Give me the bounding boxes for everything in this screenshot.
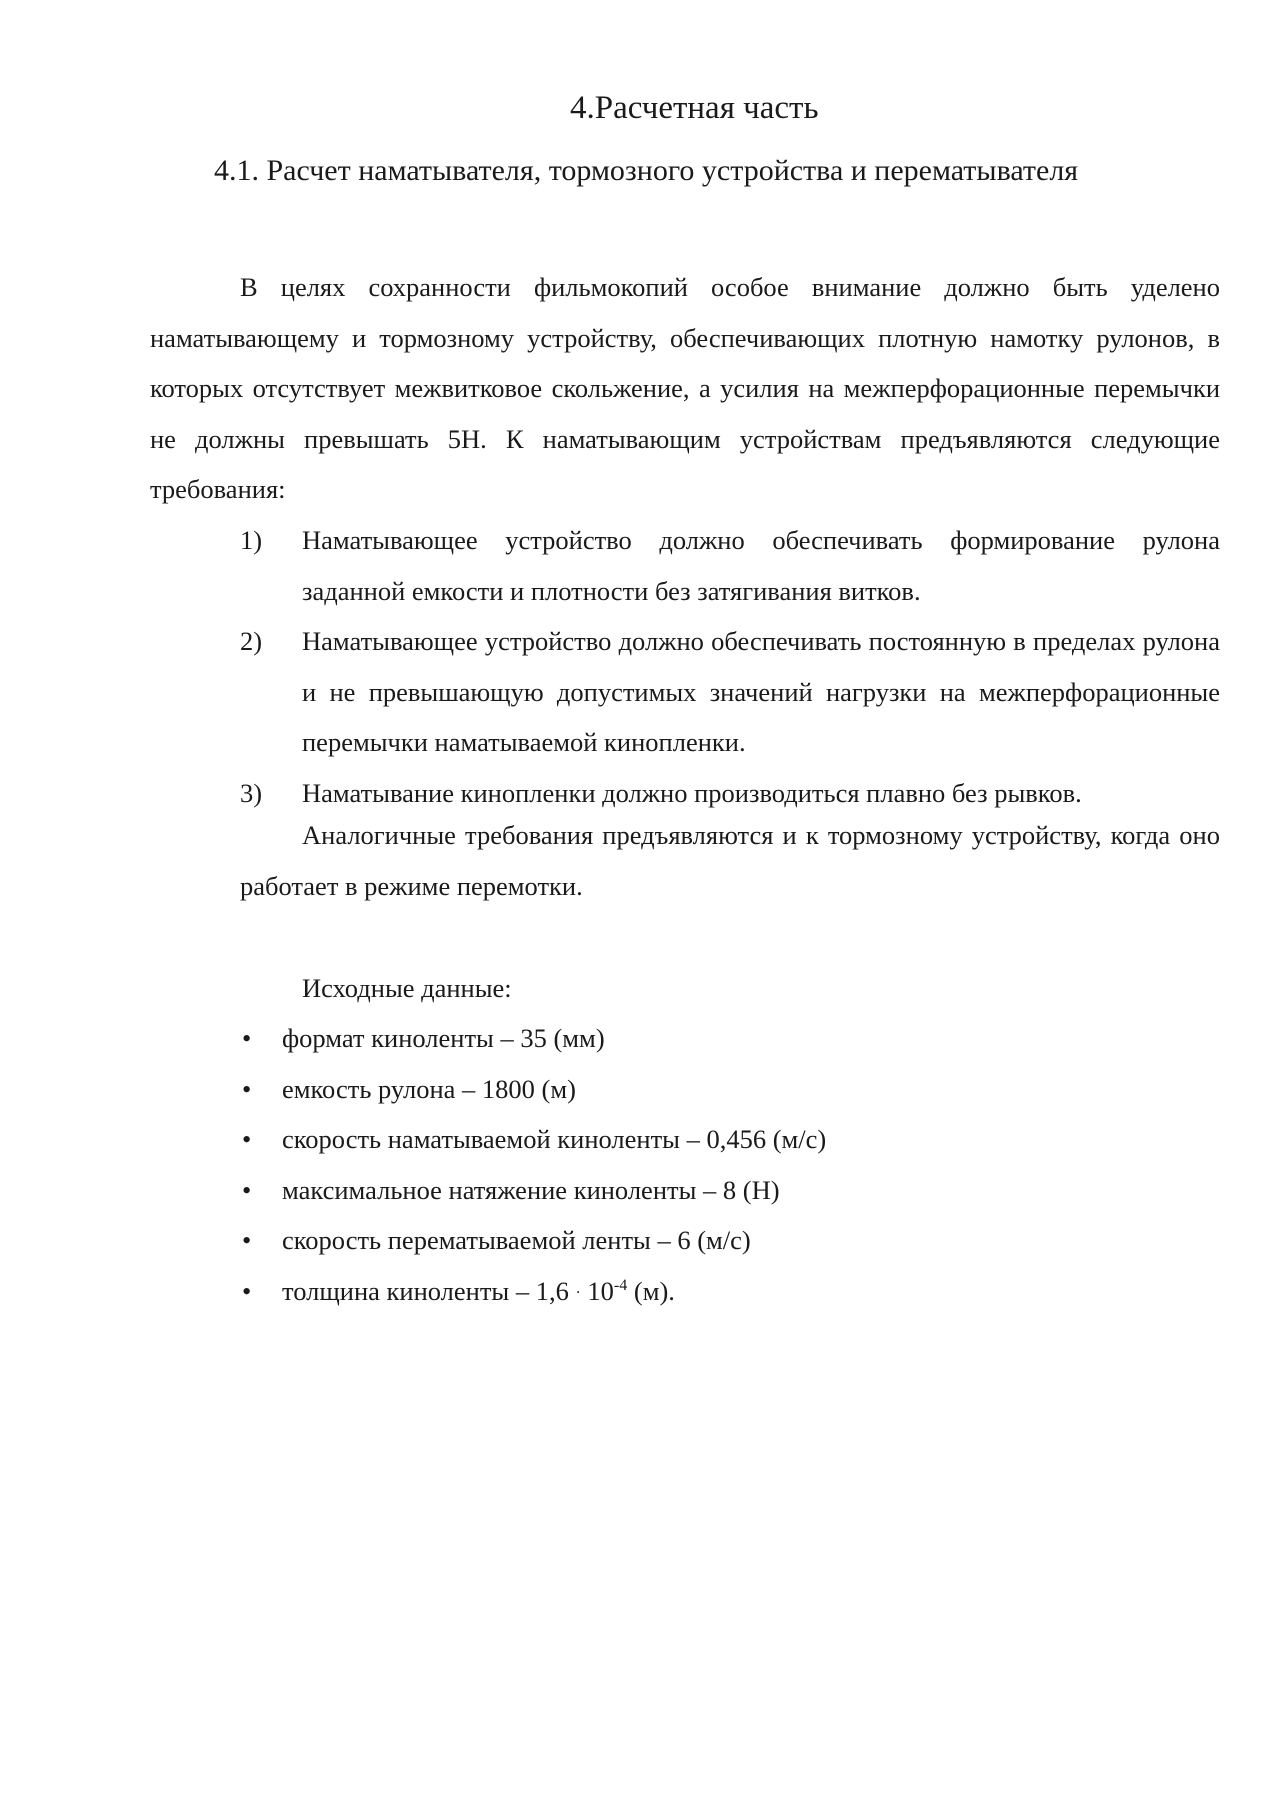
- list-item-number: 3): [240, 777, 263, 808]
- bullet-icon: •: [242, 1275, 252, 1306]
- list-item-text: емкость рулона – 1800 (м): [282, 1073, 576, 1104]
- list-item: [240, 515, 1220, 616]
- list-item-text: Наматывание кинопленки должно производиться плавно без рывков.: [302, 777, 1082, 808]
- intro-paragraph: В целях сохранности фильмокопий особое внимание должно быть уделено наматывающему и тормозному устройству, обеспечивающих плотную намотку рулонов, в которых отсутствует межвитковое скольжение, а усилия на межперфорационные перемычки не должны превышать 5Н. К наматывающим устройствам предъявляются следующие требования:: [150, 272, 1220, 504]
- similar-requirements-paragraph: Аналогичные требования предъявляются и к тормозному устройству, когда оно работает в режиме перемотки.: [240, 820, 1220, 901]
- list-item: [240, 1064, 826, 1115]
- source-data-list: [240, 1013, 826, 1319]
- power-base: 10: [587, 1275, 614, 1306]
- multiplication-dot: ·: [575, 1284, 581, 1302]
- list-item-number: 2): [240, 626, 263, 656]
- list-item-text: формат киноленты – 35 (мм): [282, 1023, 605, 1053]
- list-item: [240, 616, 1220, 768]
- source-data-title: Исходные данные:: [302, 973, 512, 1003]
- bullet-icon: •: [242, 1073, 252, 1104]
- bullet-icon: •: [242, 1124, 252, 1154]
- thickness-unit: (м).: [633, 1275, 675, 1306]
- list-item-text: максимальное натяжение киноленты – 8 (Н): [282, 1174, 780, 1205]
- bullet-icon: •: [242, 1023, 252, 1053]
- list-item: [240, 1165, 826, 1216]
- power-exponent: -4: [613, 1276, 628, 1294]
- thickness-prefix: толщина киноленты – 1,6: [282, 1275, 569, 1306]
- bullet-icon: •: [242, 1174, 252, 1205]
- bullet-icon: •: [242, 1225, 252, 1255]
- list-item-text: скорость наматываемой киноленты – 0,456 (м/с): [282, 1124, 827, 1154]
- list-item-text: Наматывающее устройство должно обеспечивать постоянную в пределах рулона и не превышающую допустимых значений нагрузки на межперфорационные перемычки наматываемой кинопленки.: [302, 626, 1220, 757]
- subsection-title: 4.1. Расчет наматывателя, тормозного устройства и перематывателя: [214, 154, 1079, 187]
- list-item-text: скорость перематываемой ленты – 6 (м/с): [282, 1225, 751, 1255]
- list-item: [240, 1215, 826, 1266]
- list-item: [240, 1114, 826, 1165]
- requirements-list: [240, 515, 1220, 818]
- list-item-text: Наматывающее устройство должно обеспечивать формирование рулона заданной емкости и плотности без затягивания витков.: [302, 525, 1220, 606]
- list-item: [240, 1266, 826, 1319]
- section-title-text: 4.Расчетная часть: [570, 90, 819, 126]
- list-item-number: 1): [240, 525, 263, 555]
- list-item: [240, 1013, 826, 1064]
